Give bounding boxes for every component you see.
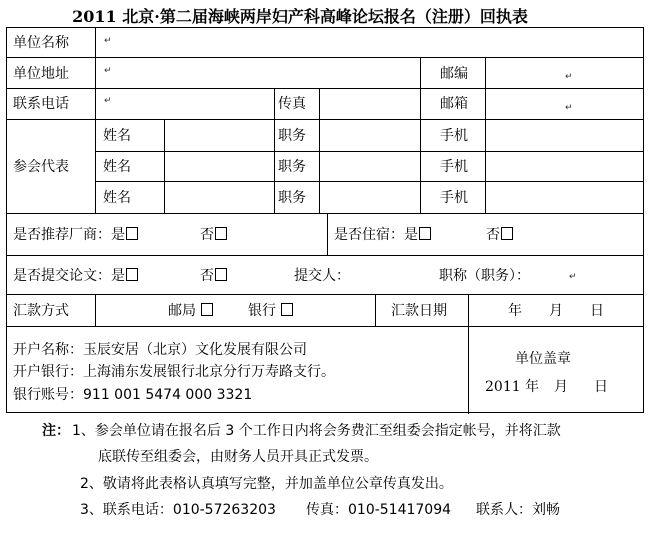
unit-name-label: 单位名称 [13, 35, 69, 51]
row-line [7, 326, 643, 327]
col-line [327, 213, 328, 255]
delegate-1-mobile-input[interactable] [489, 122, 639, 149]
note-2: 2、敬请将此表格认真填写完整，并加盖单位公章传真发出。 [80, 476, 453, 492]
account-bank: 开户银行：上海浦东发展银行北京分行万寿路支行。 [13, 364, 335, 380]
postcode-label: 邮编 [440, 66, 468, 82]
professional-title-label: 职称（职务）： [439, 268, 530, 284]
submitter-label: 提交人： [294, 268, 350, 284]
note-3-fax: 传真：010-51417094 [306, 502, 452, 518]
col-line [485, 57, 486, 213]
phone-label: 联系电话 [13, 96, 69, 112]
unit-seal-label: 单位盖章 [515, 351, 571, 367]
note-3-contact: 联系人：刘畅 [476, 502, 560, 518]
remit-date-year: 年 [508, 303, 522, 319]
remit-date-label: 汇款日期 [391, 303, 447, 319]
paper-no-checkbox[interactable] [215, 268, 227, 281]
phone-input[interactable] [99, 91, 271, 117]
delegate-1-name-input[interactable] [168, 122, 272, 149]
row-line [7, 255, 643, 256]
delegate-3-position-input[interactable] [323, 184, 417, 211]
delegate-3-position-label: 职务 [278, 190, 306, 206]
row-line [95, 181, 643, 182]
lodging-yes-checkbox[interactable] [419, 227, 431, 240]
lodging-question: 是否住宿：是 [334, 227, 432, 243]
delegate-2-mobile-input[interactable] [489, 154, 639, 179]
delegate-1-name-label: 姓名 [103, 128, 131, 144]
remit-method-label: 汇款方式 [13, 303, 69, 319]
col-line [468, 294, 469, 414]
delegate-3-name-label: 姓名 [103, 190, 131, 206]
delegate-2-position-label: 职务 [278, 159, 306, 175]
paper-question: 是否提交论文：是 [13, 268, 139, 284]
row-line [7, 119, 643, 120]
unit-address-label: 单位地址 [13, 66, 69, 82]
unit-address-input[interactable] [99, 60, 417, 86]
delegates-label: 参会代表 [13, 159, 69, 175]
paper-yes-checkbox[interactable] [126, 268, 138, 281]
col-line [375, 294, 376, 326]
recommend-yes-checkbox[interactable] [126, 227, 138, 240]
col-line [319, 88, 320, 213]
seal-date-year: 2011 年 [485, 379, 540, 395]
paragraph-mark: ↵ [565, 72, 573, 82]
lodging-no-checkbox[interactable] [501, 227, 513, 240]
fax-input[interactable] [323, 91, 417, 117]
email-label: 邮箱 [440, 96, 468, 112]
paragraph-mark: ↵ [569, 272, 577, 282]
delegate-1-mobile-label: 手机 [440, 128, 468, 144]
col-line [95, 28, 96, 213]
note-1-line-2: 底联传至组委会，由财务人员开具正式发票。 [98, 449, 378, 465]
paper-no-option: 否 [200, 268, 228, 284]
delegate-2-name-label: 姓名 [103, 159, 131, 175]
paragraph-mark: ↵ [565, 103, 573, 113]
postcode-input[interactable] [489, 60, 639, 86]
delegate-3-mobile-input[interactable] [489, 184, 639, 211]
remit-date-day: 日 [590, 303, 604, 319]
fax-label: 传真 [278, 96, 306, 112]
row-line [7, 294, 643, 295]
recommend-no-checkbox[interactable] [215, 227, 227, 240]
col-line [95, 294, 96, 326]
note-3-phone: 3、联系电话：010-57263203 [80, 502, 276, 518]
account-name: 开户名称：玉辰安居（北京）文化发展有限公司 [13, 342, 307, 358]
col-line [420, 119, 421, 213]
email-input[interactable] [489, 91, 639, 117]
delegate-2-mobile-label: 手机 [440, 159, 468, 175]
col-line [164, 119, 165, 213]
unit-name-input[interactable] [99, 30, 639, 55]
delegate-1-position-input[interactable] [323, 122, 417, 149]
col-line [274, 88, 275, 213]
account-number: 银行账号：911 001 5474 000 3321 [13, 387, 253, 403]
delegate-3-mobile-label: 手机 [440, 190, 468, 206]
remit-bank-checkbox[interactable] [281, 303, 293, 316]
form-title: 2011 北京·第二届海峡两岸妇产科高峰论坛报名（注册）回执表 [72, 7, 528, 26]
remit-date-month: 月 [549, 303, 563, 319]
remit-bank-option: 银行 [248, 303, 294, 319]
row-line [7, 57, 643, 58]
seal-date-month: 月 [554, 379, 568, 395]
remit-post-option: 邮局 [168, 303, 214, 319]
notes-prefix: 注： [42, 423, 70, 439]
seal-date-day: 日 [594, 379, 608, 395]
delegate-2-position-input[interactable] [323, 154, 417, 179]
paragraph-mark: ↵ [104, 66, 112, 76]
delegate-1-position-label: 职务 [278, 128, 306, 144]
paragraph-mark: ↵ [104, 36, 112, 46]
row-line [95, 151, 643, 152]
recommend-vendor-question: 是否推荐厂商：是 [13, 227, 139, 243]
row-line [7, 213, 643, 214]
delegate-3-name-input[interactable] [168, 184, 272, 211]
recommend-no-option: 否 [200, 227, 228, 243]
col-line [420, 57, 421, 119]
lodging-no-option: 否 [486, 227, 514, 243]
remit-date-input[interactable] [472, 297, 640, 324]
paragraph-mark: ↵ [104, 96, 112, 106]
delegate-2-name-input[interactable] [168, 154, 272, 179]
row-line [7, 88, 643, 89]
remit-post-checkbox[interactable] [201, 303, 213, 316]
note-1-line-1: 1、参会单位请在报名后 3 个工作日内将会务费汇至组委会指定帐号，并将汇款 [72, 423, 561, 439]
registration-form-table [6, 27, 644, 413]
